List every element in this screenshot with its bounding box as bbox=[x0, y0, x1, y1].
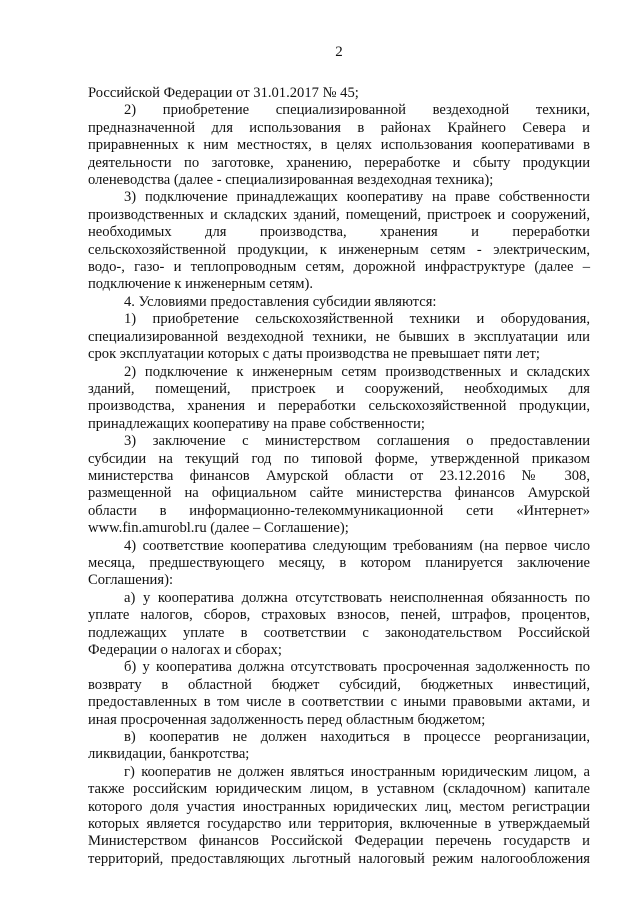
text-line: оленеводства (далее - специализированная вездеходная техника); bbox=[88, 172, 494, 189]
text-line: производства, хранения и переработки сельскохозяйственной продукции, bbox=[88, 398, 590, 415]
text-line: Министерством финансов Российской Федерации перечень государств и bbox=[88, 833, 590, 850]
text-line: размещенной на официальном сайте министерства финансов Амурской bbox=[88, 485, 590, 502]
text-line: 2) подключение к инженерным сетям производственных и складских bbox=[124, 363, 590, 380]
text-line: ликвидации, банкротства; bbox=[88, 746, 250, 763]
text-line: предназначенной для использования в районах Крайнего Севера и bbox=[88, 119, 590, 136]
text-line: предоставленных в том числе в соответствии с иными правовыми актами, и bbox=[88, 694, 590, 711]
text-line: субсидии на текущий год по типовой форме, утвержденной приказом bbox=[88, 450, 590, 467]
text-line: 3) подключение принадлежащих кооперативу на праве собственности bbox=[124, 189, 590, 206]
text-line: 2) приобретение специализированной вездеходной техники, bbox=[124, 102, 590, 119]
text-line: 1) приобретение сельскохозяйственной техники и оборудования, bbox=[124, 311, 590, 328]
text-line: специализированной вездеходной техники, не бывших в эксплуатации или bbox=[88, 328, 590, 345]
text-line: Федерации о налогах и сборах; bbox=[88, 642, 282, 658]
text-line: 4) соответствие кооператива следующим требованиям (на первое число bbox=[124, 537, 590, 554]
text-line: деятельности по заготовке, хранению, переработке и сбыту продукции bbox=[88, 154, 590, 171]
text-line: сельскохозяйственной продукции, к инженерным сетям - электрическим, bbox=[88, 241, 590, 258]
text-line: возврату в областной бюджет субсидий, бюджетных инвестиций, bbox=[88, 676, 590, 693]
text-line: области в информационно-телекоммуникационной сети «Интернет» bbox=[88, 502, 590, 519]
text-line: подключение к инженерным сетям). bbox=[88, 276, 313, 293]
text-line: 3) заключение с министерством соглашения о предоставлении bbox=[124, 433, 590, 450]
text-line: месяца, предшествующего месяцу, в котором планируется заключение bbox=[88, 554, 590, 571]
text-line: территорий, предоставляющих льготный налоговый режим налогообложения bbox=[88, 850, 590, 867]
text-line: уплате налогов, сборов, страховых взносов, пеней, штрафов, процентов, bbox=[88, 607, 590, 624]
text-line: б) у кооператива должна отсутствовать просроченная задолженность по bbox=[124, 659, 590, 676]
text-line: зданий, помещений, пристроек и сооружений, необходимых для bbox=[88, 380, 590, 397]
text-line: которых является государство или территория, включенные в утверждаемый bbox=[88, 816, 590, 833]
text-line: в) кооператив не должен находиться в процессе реорганизации, bbox=[124, 729, 590, 746]
text-line: подлежащих уплате в соответствии с законодательством Российской bbox=[88, 624, 590, 641]
text-line: иная просроченная задолженность перед областным бюджетом; bbox=[88, 711, 486, 728]
text-line: Российской Федерации от 31.01.2017 № 45; bbox=[88, 85, 359, 101]
document-body bbox=[88, 85, 590, 868]
text-line: принадлежащих кооперативу на праве собственности; bbox=[88, 415, 425, 432]
text-line: необходимых для производства, хранения и переработки bbox=[88, 224, 590, 241]
text-line: Соглашения): bbox=[88, 572, 173, 589]
text-line: министерства финансов Амурской области от 23.12.2016 № 308, bbox=[88, 467, 590, 484]
text-line: водо-, газо- и теплопроводным сетям, дорожной инфраструктуре (далее – bbox=[88, 259, 590, 276]
text-line: а) у кооператива должна отсутствовать неисполненная обязанность по bbox=[124, 589, 590, 606]
page-number: 2 bbox=[335, 44, 343, 60]
text-line: приравненных к ним местностях, в целях использования кооперативами в bbox=[88, 137, 590, 154]
text-line: 4. Условиями предоставления субсидии являются: bbox=[124, 293, 437, 310]
text-line: также российским юридическим лицом, в уставном (складочном) капитале bbox=[88, 781, 590, 798]
text-line: производственных и складских зданий, помещений, пристроек и сооружений, bbox=[88, 206, 590, 223]
text-line: срок эксплуатации которых с даты производства не превышает пяти лет; bbox=[88, 346, 540, 363]
text-line: г) кооператив не должен являться иностранным юридическим лицом, а bbox=[124, 763, 590, 780]
text-line: www.fin.amurobl.ru (далее – Соглашение); bbox=[88, 520, 349, 537]
text-line: которого доля участия иностранных юридических лиц, местом регистрации bbox=[88, 798, 590, 815]
